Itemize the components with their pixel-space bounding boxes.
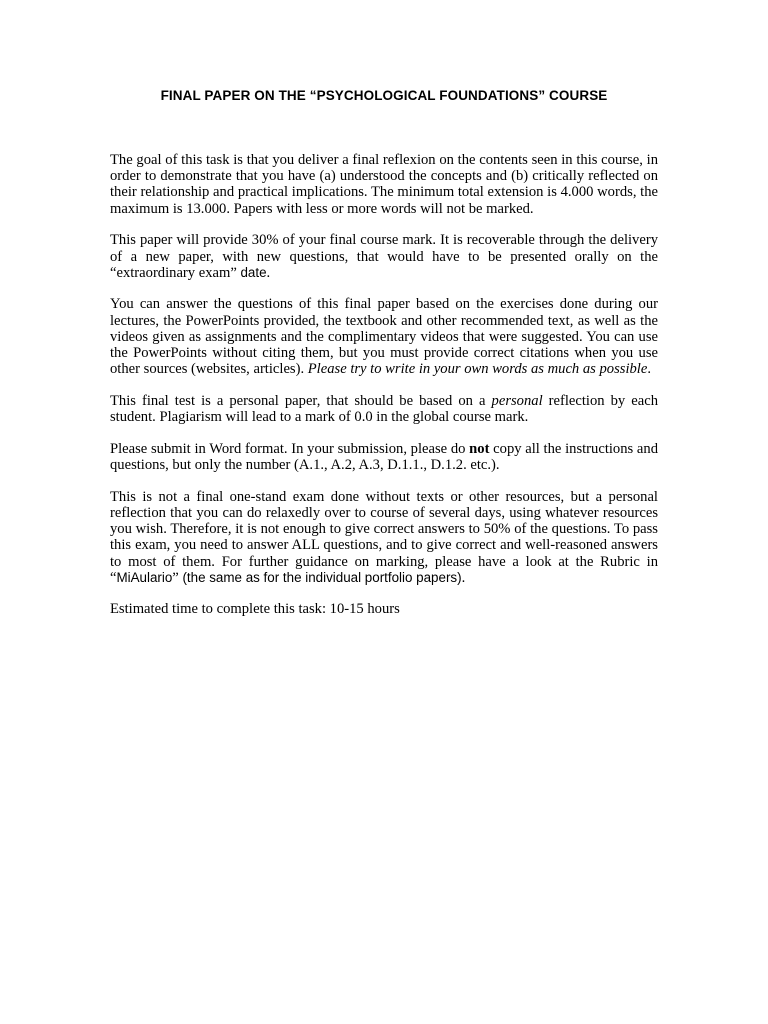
paragraph-plagiarism-emphasis: personal bbox=[491, 392, 543, 409]
paragraph-weight-text: This paper will provide 30% of your final course mark. It is recoverable through the delivery of a new paper, with new questions, that would have to be presented orally on the “extraordinary exam” bbox=[110, 232, 658, 281]
paragraph-sources-end: . bbox=[647, 361, 651, 378]
document-body bbox=[110, 152, 658, 633]
paragraph-rubric bbox=[110, 489, 658, 586]
paragraph-plagiarism bbox=[110, 393, 658, 425]
paragraph-sources-text: You can answer the questions of this final paper based on the exercises done during our lectures, the PowerPoints provided, the textbook and other recommended text, as well as the videos given as assignments and the complimentary videos that were suggested. You can use the PowerPoints without citing them, but you must provide correct citations when you use other sources (websites, articles). bbox=[110, 296, 658, 378]
paragraph-plagiarism-text: This final test is a personal paper, that should be based on a bbox=[110, 392, 492, 409]
paragraph-format-text: Please submit in Word format. In your submission, please do bbox=[110, 440, 470, 457]
paragraph-rubric-text: This is not a final one-stand exam done without texts or other resources, but a personal reflection that you can do relaxedly over to course of several days, using whatever resources you wish. Therefore, it is not enough to give correct answers to 50% of the questions. To pass this exam, you need to answer ALL questions, and to give correct and well-reasoned answers to most of them. For further guidance on marking, please have a look at the Rubric in “ bbox=[110, 488, 658, 586]
paragraph-plagiarism-end: reflection by each student. Plagiarism will lead to a mark of 0.0 in the global course mark. bbox=[110, 392, 658, 426]
paragraph-time: Estimated time to complete this task: 10-15 hours bbox=[110, 601, 400, 618]
paragraph-rubric-end: . bbox=[461, 569, 466, 586]
paragraph-weight bbox=[110, 232, 658, 281]
paragraph-format-end: copy all the instructions and questions, but only the number (A.1., A.2, A.3, D.1.1., D.1.2. etc.). bbox=[110, 440, 658, 474]
paragraph-weight-end: . bbox=[266, 264, 271, 281]
paragraph-rubric-miaulario: MiAulario bbox=[116, 569, 173, 585]
paragraph-goal-text: The goal of this task is that you deliver a final reflexion on the contents seen in this course, in order to demonstrate that you have (a) understood the concepts and (b) critically reflected on their relationship and practical implications. The minimum total extension is 4.000 words, the maximum is 13.000. Papers with less or more words will not be marked. bbox=[110, 152, 658, 217]
paragraph-weight-date: date bbox=[240, 264, 267, 280]
paragraph-format-bold: not bbox=[469, 440, 490, 457]
paragraph-sources bbox=[110, 296, 658, 377]
document-title: FINAL PAPER ON THE “PSYCHOLOGICAL FOUNDATIONS” COURSE bbox=[160, 88, 608, 103]
paragraph-rubric-quote: ” bbox=[172, 569, 183, 586]
paragraph-rubric-note: (the same as for the individual portfolio papers) bbox=[182, 569, 462, 585]
paragraph-goal bbox=[110, 152, 658, 217]
paragraph-format bbox=[110, 441, 658, 473]
paragraph-sources-emphasis: Please try to write in your own words as much as possible bbox=[307, 361, 648, 378]
